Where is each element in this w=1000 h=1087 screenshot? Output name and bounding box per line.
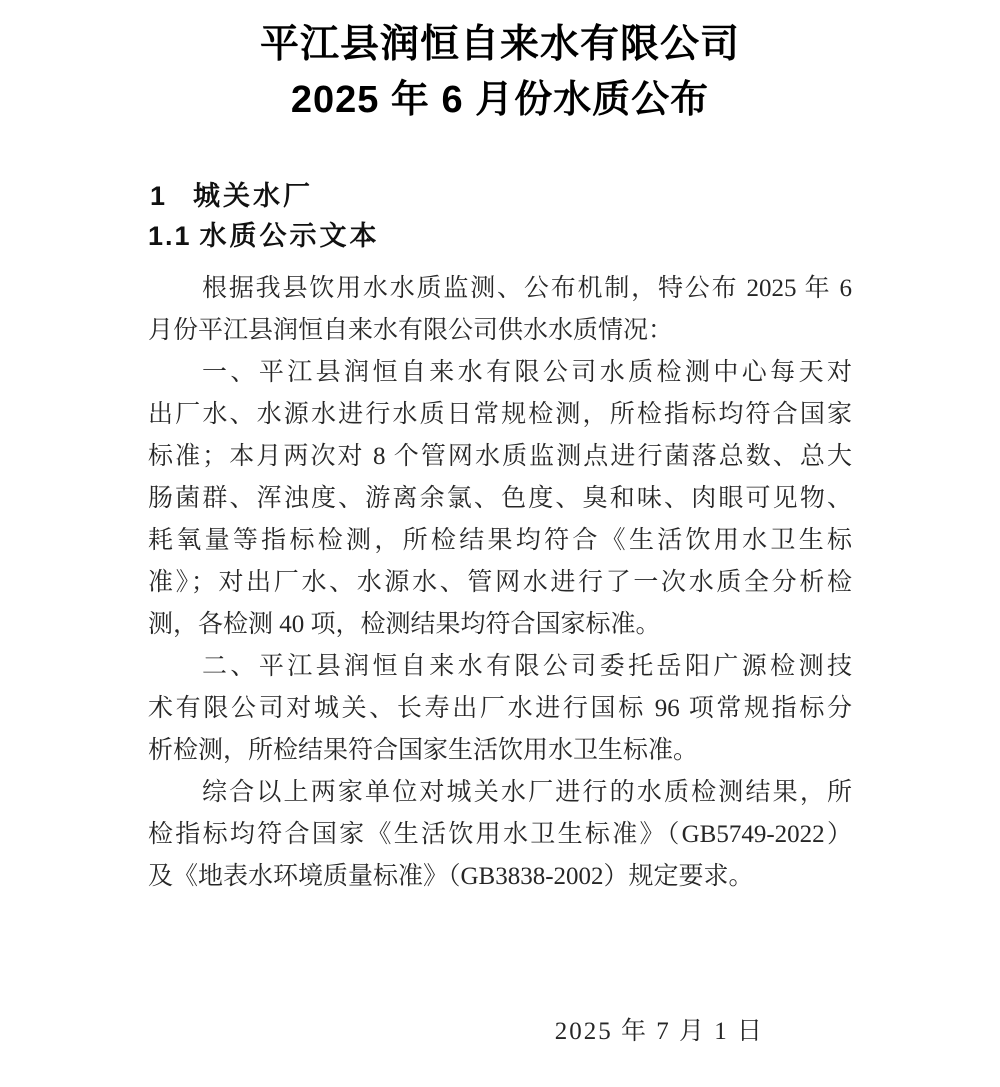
body-line: 综合以上两家单位对城关水厂进行的水质检测结果，所 xyxy=(202,779,852,806)
body-line: 一、平江县润恒自来水有限公司水质检测中心每天对 xyxy=(202,359,852,386)
section-title: 城关水厂 xyxy=(193,181,314,211)
body-line: 准》；对出厂水、水源水、管网水进行了一次水质全分析检 xyxy=(148,569,852,596)
body-line: 检指标均符合国家《生活饮用水卫生标准》（GB5749-2022） xyxy=(148,821,852,848)
body-line: 出厂水、水源水进行水质日常规检测，所检指标均符合国家 xyxy=(148,401,852,428)
subsection-title: 水质公示文本 xyxy=(199,221,380,251)
subsection-number: 1.1 xyxy=(148,221,192,251)
body-line: 肠菌群、浑浊度、游离余氯、色度、臭和味、肉眼可见物、 xyxy=(148,485,852,512)
document-date: 2025 年 7 月 1 日 xyxy=(554,1018,764,1045)
body-line: 析检测，所检结果符合国家生活饮用水卫生标准。 xyxy=(148,737,699,764)
body-line: 术有限公司对城关、长寿出厂水进行国标 96 项常规指标分 xyxy=(148,695,852,722)
body-line: 测，各检测 40 项，检测结果均符合国家标准。 xyxy=(148,611,661,638)
section-number: 1 xyxy=(150,181,166,211)
body-line: 根据我县饮用水水质监测、公布机制，特公布 2025 年 6 xyxy=(202,275,852,302)
body-line: 月份平江县润恒自来水有限公司供水水质情况： xyxy=(148,317,674,344)
body-line: 及《地表水环境质量标准》（GB3838-2002）规定要求。 xyxy=(148,863,754,890)
subsection-heading xyxy=(148,220,1000,252)
document-title xyxy=(0,0,1000,124)
document-body xyxy=(148,268,852,898)
body-line: 标准；本月两次对 8 个管网水质监测点进行菌落总数、总大 xyxy=(148,443,852,470)
title-line-2: 2025 年 6 月份水质公布 xyxy=(290,79,710,121)
title-line-1: 平江县润恒自来水有限公司 xyxy=(259,23,740,66)
body-line: 二、平江县润恒自来水有限公司委托岳阳广源检测技 xyxy=(202,653,852,680)
body-line: 耗氧量等指标检测，所检结果均符合《生活饮用水卫生标 xyxy=(148,527,852,554)
section-heading xyxy=(150,180,1000,212)
